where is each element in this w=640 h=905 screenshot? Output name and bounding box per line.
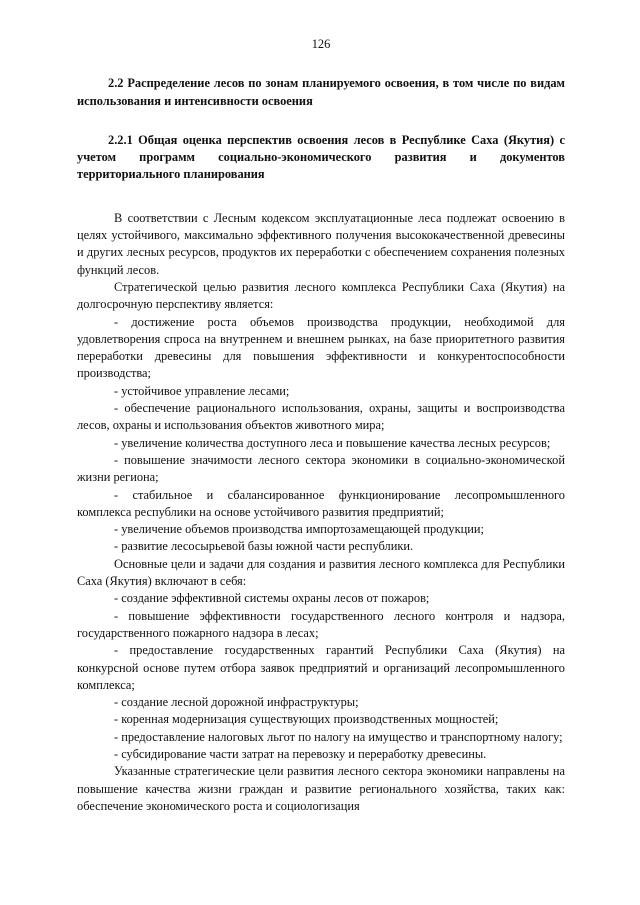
paragraph-strategic-goal: Стратегической целью развития лесного комплекса Республики Саха (Якутия) на долгосрочную перспективу является: xyxy=(77,279,565,312)
list-item: - повышение эффективности государственного лесного контроля и надзора, государственного пожарного надзора в лесах; xyxy=(77,608,565,640)
list-item: - коренная модернизация существующих производственных мощностей; xyxy=(114,712,499,727)
list-item: - предоставление налоговых льгот по налогу на имущество и транспортному налогу; xyxy=(114,729,563,744)
list-item: - повышение значимости лесного сектора экономики в социально-экономической жизни региона; xyxy=(77,452,565,485)
list-item: - устойчивое управление лесами; xyxy=(114,383,290,398)
section-heading: 2.2 Распределение лесов по зонам планируемого освоения, в том числе по видам использования и интенсивности освоения xyxy=(77,76,565,108)
body-text xyxy=(77,210,565,815)
list-item: - развитие лесосырьевой базы южной части республики. xyxy=(114,539,414,554)
subsection-heading: 2.2.1 Общая оценка перспектив освоения лесов в Республике Саха (Якутия) с учетом программ социально-экономического развития и документов территориального планирования xyxy=(77,132,565,182)
list-item: - увеличение объемов производства импортозамещающей продукции; xyxy=(114,522,484,537)
paragraph-closing: Указанные стратегические цели развития лесного сектора экономики направлены на повышение качества жизни граждан и развитие регионального хозяйства, таких как: обеспечение экономического роста и социологизация xyxy=(77,764,565,813)
list-item: - обеспечение рационального использования, охраны, защиты и воспроизводства лесов, охраны и использования объектов животного мира; xyxy=(77,401,565,433)
list-item: - субсидирование части затрат на перевозку и переработку древесины. xyxy=(114,746,487,761)
list-item: - достижение роста объемов производства продукции, необходимой для удовлетворения спроса на внутреннем и внешнем рынках, на базе приоритетного развития переработки древесины для повышения эффективности и конкурентоспособности производства; xyxy=(77,314,565,381)
list-item: - стабильное и сбалансированное функционирование лесопромышленного комплекса республики на основе устойчивого развития предприятий; xyxy=(77,487,565,519)
paragraph-main-goals: Основные цели и задачи для создания и развития лесного комплекса для Республики Саха (Якутия) включают в себя: xyxy=(77,556,565,589)
list-item: - создание лесной дорожной инфраструктуры; xyxy=(114,695,359,710)
list-item: - увеличение количества доступного леса и повышение качества лесных ресурсов; xyxy=(114,435,551,450)
list-item: - предоставление государственных гарантий Республики Саха (Якутия) на конкурсной основе путем отбора заявок предприятий и организаций лесопромышленного комплекса; xyxy=(77,643,565,692)
paragraph-intro: В соответствии с Лесным кодексом эксплуатационные леса подлежат освоению в целях устойчивого, максимально эффективного получения высококачественной древесины и других лесных ресурсов, продуктов их переработки с обеспечением сохранения полезных функций лесов. xyxy=(77,210,565,277)
list-item: - создание эффективной системы охраны лесов от пожаров; xyxy=(114,591,430,606)
page-number: 126 xyxy=(311,37,331,51)
